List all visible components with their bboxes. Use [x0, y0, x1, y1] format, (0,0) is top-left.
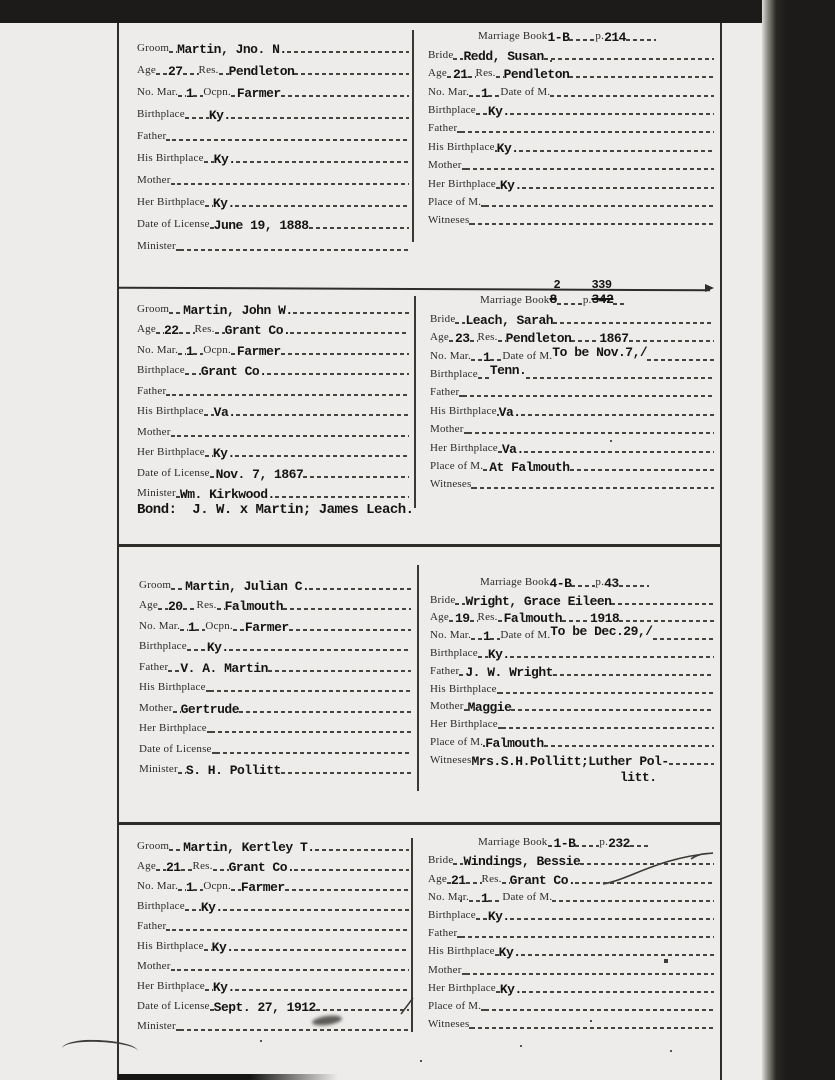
- birthplace-row: Birthplace Ky.: [137, 894, 409, 914]
- birthplace-row: Birthplace Tenn.: [430, 364, 714, 382]
- bride-name-value: Redd, Susan: [463, 48, 544, 64]
- minister-row: Minister: [137, 232, 409, 254]
- his-birthplace-row: His Birthplace Ky.: [137, 144, 409, 166]
- her-birthplace-row: Her Birthplace Ky.: [137, 188, 409, 210]
- father-row: Father J. W. Wright: [430, 661, 714, 679]
- minister-row: Minister: [137, 1014, 409, 1034]
- father-row: Father: [137, 914, 409, 934]
- witnesses-row: Witneses: [428, 210, 714, 228]
- date-of-m-value: To be Dec.29,/: [550, 624, 653, 640]
- bride-name-value: Windings, Bessie: [463, 854, 581, 870]
- mother-row: Mother: [430, 419, 714, 437]
- book-correction: 2: [553, 278, 561, 293]
- date-of-license-row: Date of License June 19, 1888: [137, 210, 409, 232]
- book-value: 1-B: [553, 836, 576, 852]
- mother-row: Mother: [428, 155, 714, 173]
- page-correction: 339: [591, 278, 612, 293]
- groom-name-row: Groom Martin, Julian C.: [139, 572, 411, 593]
- age-res-row: Age 27 Res. Pendleton: [137, 56, 409, 78]
- date-of-license-row: Date of License: [139, 736, 411, 757]
- father-row: Father: [137, 378, 409, 399]
- right-card-edge-rule: [720, 23, 722, 1080]
- book-value: 8: [549, 292, 557, 308]
- nomar-dateofm-row: No. Mar. 1 Date of M.: [428, 887, 714, 905]
- age-res-row: Age 23 Res. Pendleton 1867: [430, 327, 714, 345]
- his-birthplace-row: His Birthplace Va.: [430, 400, 714, 418]
- place-of-m-row: Place of M.: [428, 192, 714, 210]
- card3-column-divider: [417, 565, 419, 791]
- father-row: Father: [428, 923, 714, 941]
- groom-label: Groom: [137, 42, 170, 54]
- birthplace-row: Birthplace Grant Co.: [137, 358, 409, 379]
- marriage-book-row: Marriage Book 1-B p. 214: [428, 26, 714, 44]
- witnesses-row: Witneses: [430, 474, 714, 492]
- birthplace-row: Birthplace Ky.: [428, 905, 714, 923]
- card1-column-divider: [412, 30, 414, 242]
- father-row: Father: [430, 382, 714, 400]
- record1-groom-card: [137, 34, 409, 254]
- mother-row: Mother Gertrude: [139, 695, 411, 716]
- her-birthplace-row: Her Birthplace: [139, 716, 411, 737]
- place-of-m-row: Place of M.: [428, 996, 714, 1014]
- record2-bride-card: [430, 278, 714, 492]
- bride-name-value: Leach, Sarah: [465, 312, 554, 328]
- record3-groom-card: [139, 572, 411, 777]
- book-value: 4-B: [549, 575, 572, 591]
- her-birthplace-row: Her Birthplace Ky.: [137, 974, 409, 994]
- marriage-book-row: Marriage Book 2 8 p. 339 342: [430, 290, 714, 308]
- nomar-ocpn-row: No. Mar. 1 Ocpn. Farmer: [139, 613, 411, 634]
- birthplace-row: Birthplace Ky.: [139, 634, 411, 655]
- bride-name-value: Wright, Grace Eileen: [465, 593, 612, 609]
- age-res-row: Age 21 Res. Grant Co.: [137, 854, 409, 874]
- nomar-ocpn-row: No. Mar. 1 Ocpn. Farmer: [137, 78, 409, 100]
- mother-row: Mother: [137, 419, 409, 440]
- nomar-dateofm-row: No. Mar. 1 Date of M.: [428, 81, 714, 99]
- mother-row: Mother: [137, 954, 409, 974]
- bride-name-row: Bride Redd, Susan: [428, 44, 714, 62]
- scanner-band-right: [762, 0, 835, 1080]
- page-value: 214: [604, 30, 626, 46]
- his-birthplace-row: His Birthplace Ky.: [428, 136, 714, 154]
- her-birthplace-row: Her Birthplace Ky.: [428, 978, 714, 996]
- nomar-dateofm-row: No. Mar. 1 Date of M. To be Nov.7,/: [430, 345, 714, 363]
- record2-groom-card: [137, 296, 409, 501]
- nomar-ocpn-row: No. Mar. 1 Ocpn. Farmer: [137, 337, 409, 358]
- her-birthplace-row: Her Birthplace Ky.: [428, 173, 714, 191]
- page-value: 342: [591, 292, 614, 308]
- pen-mark-bottom-left: [62, 1039, 138, 1053]
- card2-column-divider: [414, 296, 416, 508]
- birthplace-row: Birthplace Ky.: [428, 100, 714, 118]
- groom-name-row: Groom Martin, Kertley T.: [137, 834, 409, 854]
- bond-note: Bond: J. W. x Martin; James Leach.: [137, 502, 414, 518]
- record4-groom-card: [137, 834, 409, 1034]
- birthplace-row: Birthplace Ky.: [430, 643, 714, 661]
- age-res-row: Age 22 Res. Grant Co.: [137, 317, 409, 338]
- date-of-license-row: Date of License Sept. 27, 1912: [137, 994, 409, 1014]
- witnesses-row: Witneses Mrs.S.H.Pollitt;Luther Pol-: [430, 750, 714, 768]
- witnesses-continuation-row: litt.: [620, 769, 657, 785]
- book-value: 1-B: [547, 30, 570, 46]
- father-row: Father: [428, 118, 714, 136]
- her-birthplace-row: Her Birthplace Ky.: [137, 440, 409, 461]
- age-res-row: Age 21 Res. Grant Co.: [428, 868, 714, 886]
- page-value: 232: [608, 836, 630, 852]
- res-year-value: 1867: [599, 331, 629, 347]
- groom-name-value: Martin, Kertley T.: [183, 840, 315, 855]
- page-value: 43: [604, 575, 619, 591]
- his-birthplace-row: His Birthplace: [430, 679, 714, 697]
- witnesses-row: Witneses: [428, 1014, 714, 1032]
- bride-name-row: Bride Windings, Bessie: [428, 850, 714, 868]
- bride-name-row: Bride Leach, Sarah: [430, 308, 714, 326]
- his-birthplace-row: His Birthplace Va.: [137, 399, 409, 420]
- his-birthplace-row: His Birthplace: [139, 675, 411, 696]
- age-res-row: Age 20 Res. Falmouth: [139, 593, 411, 614]
- age-res-row: Age 21 Res. Pendleton: [428, 63, 714, 81]
- groom-name-row: Groom Martin, John W.: [137, 296, 409, 317]
- bride-name-row: Bride Wright, Grace Eileen: [430, 590, 714, 608]
- place-of-m-row: Place of M. At Falmouth: [430, 456, 714, 474]
- record1-bride-card: [428, 26, 714, 228]
- left-page-edge-rule: [117, 23, 119, 1080]
- age-value: 27: [167, 64, 183, 79]
- card-separator-3: [118, 822, 720, 825]
- age-res-row: Age 19 Res. Falmouth 1918: [430, 608, 714, 626]
- minister-row: Minister Wm. Kirkwood.: [137, 481, 409, 502]
- scanner-band-top: [0, 0, 835, 23]
- his-birthplace-row: His Birthplace Ky.: [137, 934, 409, 954]
- record3-bride-card: [430, 572, 714, 784]
- date-of-license-row: Date of License Nov. 7, 1867: [137, 460, 409, 481]
- marriage-book-row: Marriage Book 1-B p. 232: [428, 832, 714, 850]
- father-row: Father: [137, 122, 409, 144]
- birthplace-row: Birthplace Ky.: [137, 100, 409, 122]
- mother-row: Mother: [137, 166, 409, 188]
- marriage-book-row: Marriage Book 4-B p. 43: [430, 572, 714, 590]
- mother-row: Mother: [428, 959, 714, 977]
- res-year-value: 1918: [590, 611, 620, 627]
- minister-row: Minister S. H. Pollitt: [139, 757, 411, 778]
- mother-row: Mother Maggie: [430, 697, 714, 715]
- nomar-value: 1: [186, 86, 194, 101]
- her-birthplace-row: Her Birthplace Va.: [430, 437, 714, 455]
- her-birthplace-row: Her Birthplace: [430, 714, 714, 732]
- groom-name-value: Martin, John W.: [183, 302, 293, 318]
- date-of-m-value: To be Nov.7,/: [552, 344, 648, 360]
- next-card-edge-bottom: [118, 1074, 338, 1080]
- groom-name-value: Martin, Jno. N.: [177, 42, 287, 57]
- groom-name-row: [137, 34, 409, 56]
- place-of-m-row: Place of M. Falmouth: [430, 732, 714, 750]
- father-row: Father V. A. Martin: [139, 654, 411, 675]
- record4-bride-card: [428, 832, 714, 1032]
- groom-name-value: Martin, Julian C.: [185, 578, 310, 594]
- his-birthplace-row: His Birthplace Ky.: [428, 941, 714, 959]
- nomar-ocpn-row: No. Mar. 1 Ocpn. Farmer: [137, 874, 409, 894]
- nomar-dateofm-row: No. Mar. 1 Date of M. To be Dec.29,/: [430, 625, 714, 643]
- ocpn-value: Farmer: [236, 86, 281, 101]
- card-separator-2: [118, 544, 720, 547]
- res-value: Pendleton: [228, 64, 295, 79]
